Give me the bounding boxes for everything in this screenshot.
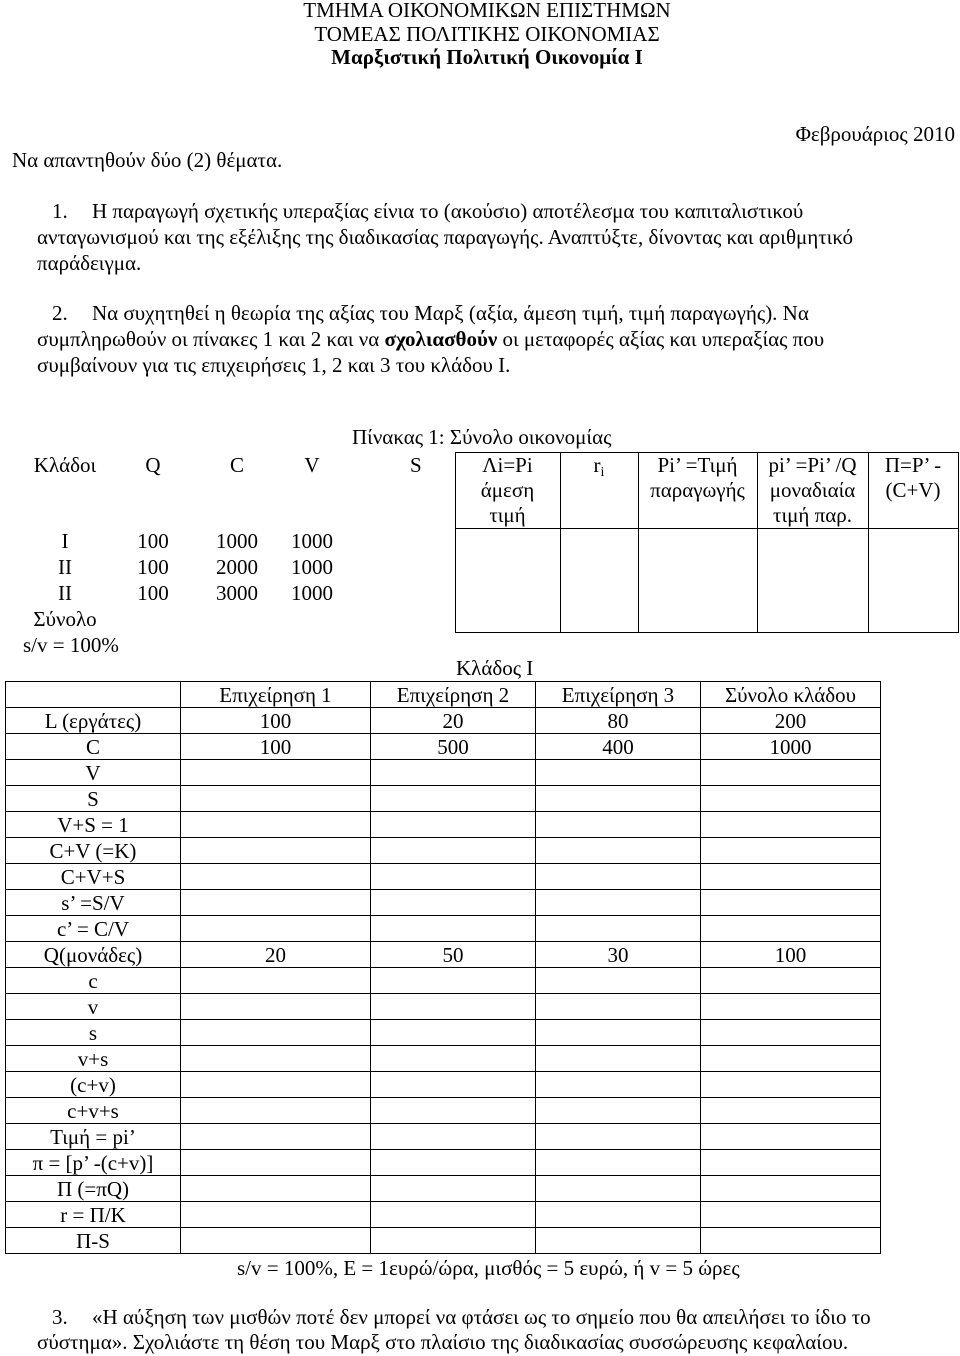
table2-cell: [371, 1150, 536, 1176]
table2-cell: [701, 1150, 881, 1176]
table2-row: [6, 1124, 881, 1150]
col-header-branches: Κλάδοι: [33, 452, 97, 477]
header-line: άμεση: [480, 478, 535, 502]
table2-row-label: s’ =S/V: [6, 890, 181, 916]
table1-cell: [560, 529, 638, 555]
table2-cell: [536, 994, 701, 1020]
table2-cell: [181, 786, 371, 812]
table2-cell: 20: [181, 942, 371, 968]
table2-cell: [371, 760, 536, 786]
table1-cell: [560, 607, 638, 633]
table1-cell: [336, 581, 455, 607]
table2-cell: [181, 864, 371, 890]
col-header-firm-2: Επιχείρηση 2: [371, 682, 536, 708]
table2-row: [6, 786, 881, 812]
header-line: (C+V): [885, 478, 941, 502]
table2-cell: 100: [181, 708, 371, 734]
table1-cell: 1000: [216, 528, 258, 553]
table2-row-label: v+s: [6, 1046, 181, 1072]
table2-cell: [371, 1124, 536, 1150]
table1-total-row: [10, 607, 958, 633]
header-line: pi’ =Pi’ /Q: [768, 453, 857, 477]
table2-row-label: C: [6, 734, 181, 760]
table2-cell: [371, 1072, 536, 1098]
question-3: [0, 1305, 871, 1355]
table2-row-label: C+V (=K): [6, 838, 181, 864]
table2-cell: [701, 968, 881, 994]
table1-cell: [288, 607, 336, 633]
table1-cell: [638, 581, 757, 607]
table2-cell: [371, 1202, 536, 1228]
table2-cell: [701, 916, 881, 942]
table1-cell: [638, 555, 757, 581]
table2-cell: [536, 968, 701, 994]
table2-cell: [371, 864, 536, 890]
question-line: [0, 300, 824, 326]
table2-cell: [536, 1020, 701, 1046]
table2-cell: [536, 1202, 701, 1228]
table2-corner-cell: [6, 682, 181, 708]
table1-row: [10, 529, 958, 555]
table2-cell: 200: [701, 708, 881, 734]
table2-caption: Κλάδος Ι: [456, 656, 534, 680]
table2-row-label: s: [6, 1020, 181, 1046]
table2-row: [6, 812, 881, 838]
table2-cell: [701, 1046, 881, 1072]
col-header-firm-3: Επιχείρηση 3: [536, 682, 701, 708]
col-header-profit: [868, 453, 958, 529]
table1-cell: [560, 633, 638, 659]
question-number: 3.: [52, 1305, 68, 1329]
table2-cell: [701, 1202, 881, 1228]
header-line: Λi=Pi: [482, 453, 533, 477]
header-line: τιμή: [489, 503, 526, 527]
table2-row: [6, 838, 881, 864]
table2-row: [6, 1072, 881, 1098]
table2-cell: [371, 812, 536, 838]
table1-caption: Πίνακας 1: Σύνολο οικονομίας: [352, 425, 612, 449]
exam-instructions: Να απαντηθούν δύο (2) θέματα.: [12, 148, 283, 172]
table2-cell: 100: [181, 734, 371, 760]
table2-cell: [371, 916, 536, 942]
question-line: σύστημα». Σχολιάστε τη θέση του Μαρξ στο πλαίσιο της διαδικασίας συσσώρευσης κεφαλαίου.: [37, 1330, 849, 1354]
table-economy-total: [10, 452, 959, 659]
table2-cell: [371, 1228, 536, 1254]
header-rate-subscript: i: [600, 465, 605, 480]
table1-cell: [455, 555, 560, 581]
table2-cell: [181, 1150, 371, 1176]
table1-cell: [757, 581, 868, 607]
table2-cell: [701, 1124, 881, 1150]
table2-cell: [181, 812, 371, 838]
table2-row: [6, 916, 881, 942]
table2-cell: [371, 968, 536, 994]
table2-cell: 1000: [701, 734, 881, 760]
table2-row-label: V+S = 1: [6, 812, 181, 838]
table2-row: [6, 968, 881, 994]
question-line: [0, 198, 853, 224]
table2-cell: [536, 1072, 701, 1098]
question-1: [0, 198, 853, 276]
table2-cell: [371, 994, 536, 1020]
table2-cell: [536, 838, 701, 864]
table2-row: [6, 708, 881, 734]
col-header-s: S: [410, 452, 422, 477]
branch-label: II: [58, 554, 72, 579]
table2-row: [6, 864, 881, 890]
table2-cell: [536, 916, 701, 942]
table-branch-1: [5, 681, 881, 1254]
table1-cell: [757, 633, 868, 659]
question-line: [0, 1305, 871, 1330]
table2-cell: 500: [371, 734, 536, 760]
table2-cell: [181, 1072, 371, 1098]
table2-cell: [701, 864, 881, 890]
table2-row: [6, 1046, 881, 1072]
table2-row: [6, 760, 881, 786]
table2-row-label: Τιμή = pi’: [6, 1124, 181, 1150]
col-header-direct-price: [455, 453, 560, 529]
table2-row-label: Π-S: [6, 1228, 181, 1254]
table1-cell: [757, 529, 868, 555]
table1-cell: [868, 581, 958, 607]
table2-cell: [181, 1176, 371, 1202]
document-header: [14, 0, 960, 70]
table1-cell: [638, 633, 757, 659]
table2-cell: [536, 1124, 701, 1150]
table2-row: [6, 1202, 881, 1228]
table1-cell: 1000: [291, 528, 333, 553]
table2-cell: [701, 1098, 881, 1124]
table1-cell: [757, 555, 868, 581]
table1-cell: [868, 555, 958, 581]
table2-row-label: c+v+s: [6, 1098, 181, 1124]
table2-cell: 400: [536, 734, 701, 760]
table2-cell: [536, 760, 701, 786]
table2-row-label: v: [6, 994, 181, 1020]
header-line: Pi’ =Τιμή: [657, 453, 738, 477]
table2-cell: 100: [701, 942, 881, 968]
table2-cell: [371, 1020, 536, 1046]
table2-cell: [536, 1150, 701, 1176]
department-title: ΤΜΗΜΑ ΟΙΚΟΝΟΜΙΚΩΝ ΕΠΙΣΤΗΜΩΝ: [303, 0, 671, 22]
header-line: Π=P’ -: [884, 453, 942, 477]
table2-cell: [181, 1046, 371, 1072]
col-header-c: C: [229, 452, 244, 477]
question-line: συμβαίνουν για τις επιχειρήσεις 1, 2 και 3 του κλάδου Ι.: [37, 353, 511, 377]
question-2: [0, 300, 824, 378]
table1-cell: [336, 529, 455, 555]
table2-cell: 20: [371, 708, 536, 734]
table1-cell: [455, 607, 560, 633]
table2-body: [6, 708, 881, 1254]
table2-cell: [181, 1020, 371, 1046]
question-emphasis: σχολιασθούν: [384, 327, 498, 351]
table1-cell: 100: [137, 528, 169, 553]
table2-cell: [536, 1046, 701, 1072]
table2-cell: [701, 1228, 881, 1254]
question-number: 1.: [52, 199, 68, 223]
table2-row: [6, 1098, 881, 1124]
exam-date: Φεβρουάριος 2010: [795, 122, 955, 146]
table2-cell: [536, 1228, 701, 1254]
table2-cell: [181, 968, 371, 994]
table2-row-label: π = [p’ -(c+v)]: [6, 1150, 181, 1176]
table1-row: [10, 581, 958, 607]
table2-row-label: r = Π/K: [6, 1202, 181, 1228]
table2-cell: [371, 1098, 536, 1124]
table1-cell: 3000: [216, 580, 258, 605]
table2-cell: [371, 1046, 536, 1072]
col-header-unit-price: [757, 453, 868, 529]
question-text: «Η αύξηση των μισθών ποτέ δεν μπορεί να φτάσει ως το σημείο που θα απειλήσει το ίδιο το: [92, 1305, 871, 1329]
table1-cell: 100: [137, 554, 169, 579]
table2-cell: [701, 994, 881, 1020]
table2-row: [6, 1176, 881, 1202]
question-text: Να συχητηθεί η θεωρία της αξίας του Μαρξ (αξία, άμεση τιμή, τιμή παραγωγής). Να: [92, 301, 809, 325]
table1-header-row: [10, 453, 958, 529]
col-header-q: Q: [145, 452, 161, 477]
col-header-production-price: [638, 453, 757, 529]
table2-cell: [371, 838, 536, 864]
col-header-v: V: [304, 452, 320, 477]
col-header-branch-total: Σύνολο κλάδου: [701, 682, 881, 708]
branch-label: II: [58, 580, 72, 605]
table1-footnote: s/v = 100%: [23, 632, 119, 657]
table1-cell: 1000: [291, 580, 333, 605]
table1-cell: [868, 529, 958, 555]
col-header-rate: [560, 453, 638, 529]
table2-cell: [181, 916, 371, 942]
table1-cell: [186, 607, 288, 633]
table2-cell: [701, 812, 881, 838]
question-line: παράδειγμα.: [37, 251, 142, 275]
table2-row: [6, 994, 881, 1020]
table2-row-label: S: [6, 786, 181, 812]
table1-cell: [638, 607, 757, 633]
question-line: [0, 326, 824, 352]
question-number: 2.: [52, 301, 68, 325]
table1-cell: 1000: [291, 554, 333, 579]
table2-cell: [181, 760, 371, 786]
table2-cell: [536, 864, 701, 890]
table1-cell: [455, 581, 560, 607]
table2-cell: [181, 994, 371, 1020]
table2-row-label: V: [6, 760, 181, 786]
table2-cell: [536, 1176, 701, 1202]
table2-row-label: (c+v): [6, 1072, 181, 1098]
table2-row: [6, 734, 881, 760]
table2-cell: [181, 1202, 371, 1228]
table2-row: [6, 1150, 881, 1176]
table2-row-label: c: [6, 968, 181, 994]
table2-row: [6, 942, 881, 968]
table2-row-label: Q(μονάδες): [6, 942, 181, 968]
table2-cell: [701, 760, 881, 786]
table2-row-label: L (εργάτες): [6, 708, 181, 734]
question-text: οι μεταφορές αξίας και υπεραξίας που: [497, 327, 825, 351]
table2-cell: [701, 890, 881, 916]
table1-cell: [868, 633, 958, 659]
table2-cell: [181, 838, 371, 864]
question-text: Η παραγωγή σχετικής υπεραξίας είνια το (ακούσιο) αποτέλεσμα του καπιταλιστικού: [92, 199, 804, 223]
table2-cell: [181, 890, 371, 916]
table2-row: [6, 1228, 881, 1254]
table1-cell: 100: [137, 580, 169, 605]
table2-note: s/v = 100%, E = 1ευρώ/ώρα, μισθός = 5 ευρώ, ή v = 5 ώρες: [237, 1256, 740, 1280]
table1-cell: [638, 529, 757, 555]
table2-cell: [371, 786, 536, 812]
table1-cell: [336, 607, 455, 633]
header-line: μοναδιαία: [769, 478, 856, 502]
table1-cell: 2000: [216, 554, 258, 579]
table2-cell: [371, 1176, 536, 1202]
table1-cell: [757, 607, 868, 633]
table2-cell: [181, 1228, 371, 1254]
table2-cell: 30: [536, 942, 701, 968]
table2-cell: [701, 1020, 881, 1046]
table1-cell: [868, 607, 958, 633]
table2-row-label: c’ = C/V: [6, 916, 181, 942]
table1-cell: [560, 555, 638, 581]
table2-cell: [536, 890, 701, 916]
total-label: Σύνολο: [33, 606, 97, 631]
table2-cell: [701, 1176, 881, 1202]
branch-label: I: [61, 528, 69, 553]
table2-cell: [701, 1072, 881, 1098]
header-line: τιμή παρ.: [773, 503, 852, 527]
table2-cell: [371, 890, 536, 916]
table2-cell: [181, 1124, 371, 1150]
table2-row: [6, 1020, 881, 1046]
header-line: παραγωγής: [650, 478, 745, 502]
table2-cell: [536, 812, 701, 838]
table1-cell: [560, 581, 638, 607]
table1-cell: [120, 607, 186, 633]
col-header-firm-1: Επιχείρηση 1: [181, 682, 371, 708]
table2-cell: [181, 1098, 371, 1124]
header-rate-symbol: r: [593, 453, 601, 477]
table1-row: [10, 555, 958, 581]
table2-row-label: C+V+S: [6, 864, 181, 890]
question-line: ανταγωνισμού και της εξέλιξης της διαδικασίας παραγωγής. Αναπτύξτε, δίνοντας και αριθμητικό: [37, 225, 853, 249]
table2-cell: 50: [371, 942, 536, 968]
table2-row-label: Π (=πQ): [6, 1176, 181, 1202]
table2-cell: [536, 786, 701, 812]
course-title: Μαρξιστική Πολιτική Οικονομία Ι: [331, 45, 643, 69]
table2-cell: [701, 838, 881, 864]
table2-cell: [536, 1098, 701, 1124]
table1-cell: [455, 529, 560, 555]
table2-row: [6, 890, 881, 916]
table1-cell: [336, 555, 455, 581]
table2-cell: [701, 786, 881, 812]
table2-header-row: [6, 682, 881, 708]
table2-cell: 80: [536, 708, 701, 734]
question-text: συμπληρωθούν οι πίνακες 1 και 2 και να: [37, 327, 385, 351]
sector-title: ΤΟΜΕΑΣ ΠΟΛΙΤΙΚΗΣ ΟΙΚΟΝΟΜΙΑΣ: [314, 21, 660, 46]
